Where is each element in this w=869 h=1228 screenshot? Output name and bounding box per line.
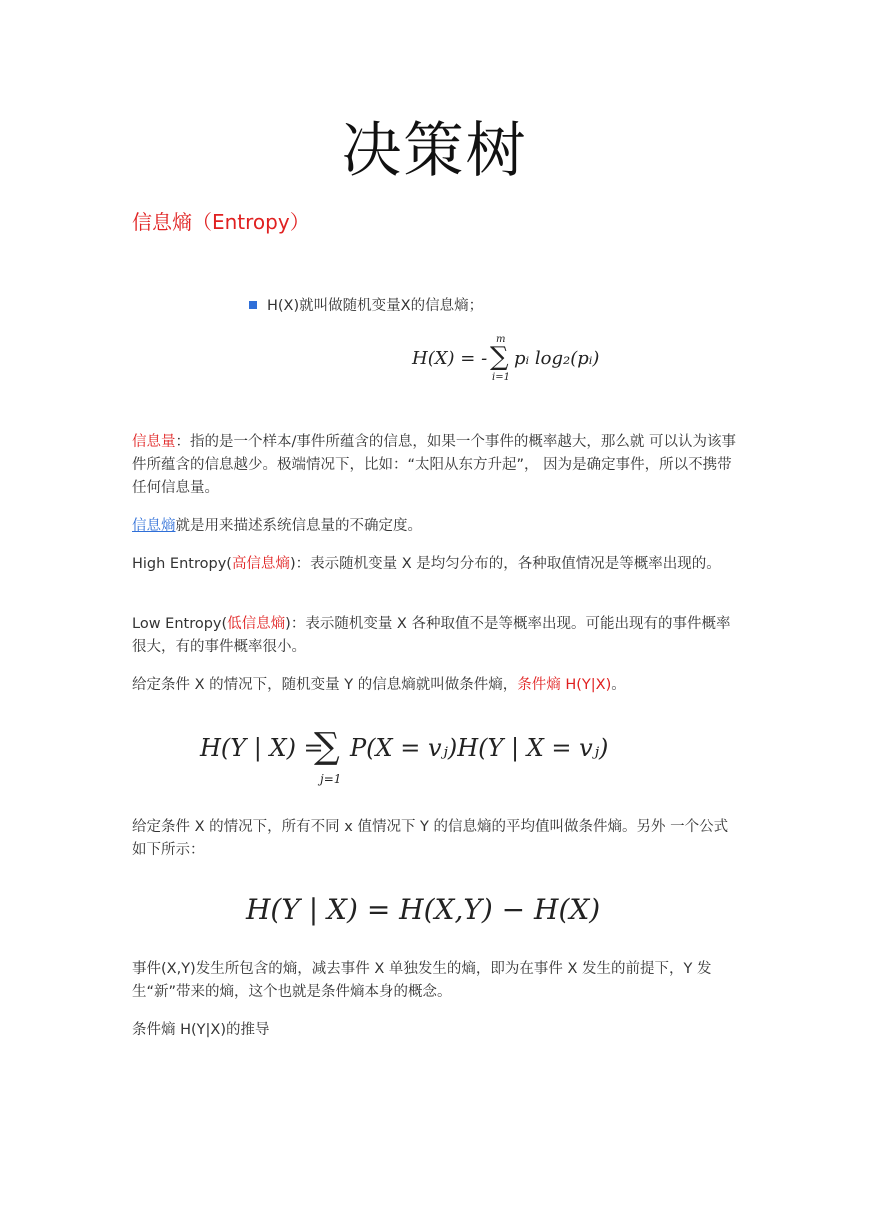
section-heading: 信息熵（Entropy） [132,210,310,234]
page-title: 决策树 [341,116,528,186]
paragraph-entropy-definition [132,515,740,538]
bullet-item [249,294,483,315]
term-low-entropy: 低信息熵 [227,616,286,632]
link-entropy[interactable]: 信息熵 [132,518,176,534]
conditional-entropy-identity: H(Y | X) = H(X,Y) − H(X) [246,893,601,926]
bullet-text: H(X)就叫做随机变量X的信息熵； [267,298,484,314]
formula2-lhs: H(Y | X) = [200,734,324,762]
p3-pre: High Entropy( [132,556,232,572]
paragraph-information-amount [132,431,740,500]
formula2-rhs: P(X = vⱼ)H(Y | X = vⱼ) [350,734,609,762]
p2-text: 就是用来描述系统信息量的不确定度。 [175,518,422,534]
term-high-entropy: 高信息熵 [231,556,290,572]
formula1-sum-symbol: ∑ [490,342,509,372]
paragraph-conditional-entropy [132,674,740,697]
p5-end: 。 [611,677,626,693]
paragraph-derivation: 条件熵 H(Y|X)的推导 [132,1022,270,1038]
p5-text: 给定条件 X 的情况下，随机变量 Y 的信息熵就叫做条件熵， [132,677,518,693]
formula1-sum-bottom: i=1 [492,372,510,383]
formula1-rhs: pᵢ log₂(pᵢ) [514,348,600,369]
term-conditional-entropy: 条件熵 H(Y|X) [517,677,612,693]
formula2-sum-symbol: ∑ [314,726,340,767]
bullet-square-icon [249,301,257,309]
paragraph-joint-entropy: 事件(X,Y)发生所包含的熵，减去事件 X 单独发生的熵，即为在事件 X 发生的前提下，Y 发生“新”带来的熵，这个也就是条件熵本身的概念。 [132,961,712,1000]
paragraph-conditional-average: 给定条件 X 的情况下，所有不同 x 值情况下 Y 的信息熵的平均值叫做条件熵。另外 一个公式如下所示： [132,819,729,858]
p4-pre: Low Entropy( [132,616,228,632]
formula1-sum-top: m [496,334,506,345]
paragraph-high-entropy [132,553,740,576]
formula2-sum-bottom: j=1 [320,772,342,786]
entropy-formula [412,334,612,388]
p4-text: )：表示随机变量 X 各种取值不是等概率出现。可能出现有的事件概率很大，有的事件概率很小。 [132,616,731,655]
paragraph-low-entropy [132,613,740,659]
conditional-entropy-formula [200,726,620,792]
formula1-lhs: H(X) = - [412,348,488,369]
p3-text: )：表示随机变量 X 是均匀分布的，各种取值情况是等概率出现的。 [289,556,721,572]
term-information-amount: 信息量 [132,434,176,450]
p1-text: ：指的是一个样本/事件所蕴含的信息，如果一个事件的概率越大，那么就 可以认为该事件所蕴含的信息越少。极端情况下，比如：“太阳从东方升起”， 因为是确定事件，所以不携带任何信息量。 [132,434,736,496]
